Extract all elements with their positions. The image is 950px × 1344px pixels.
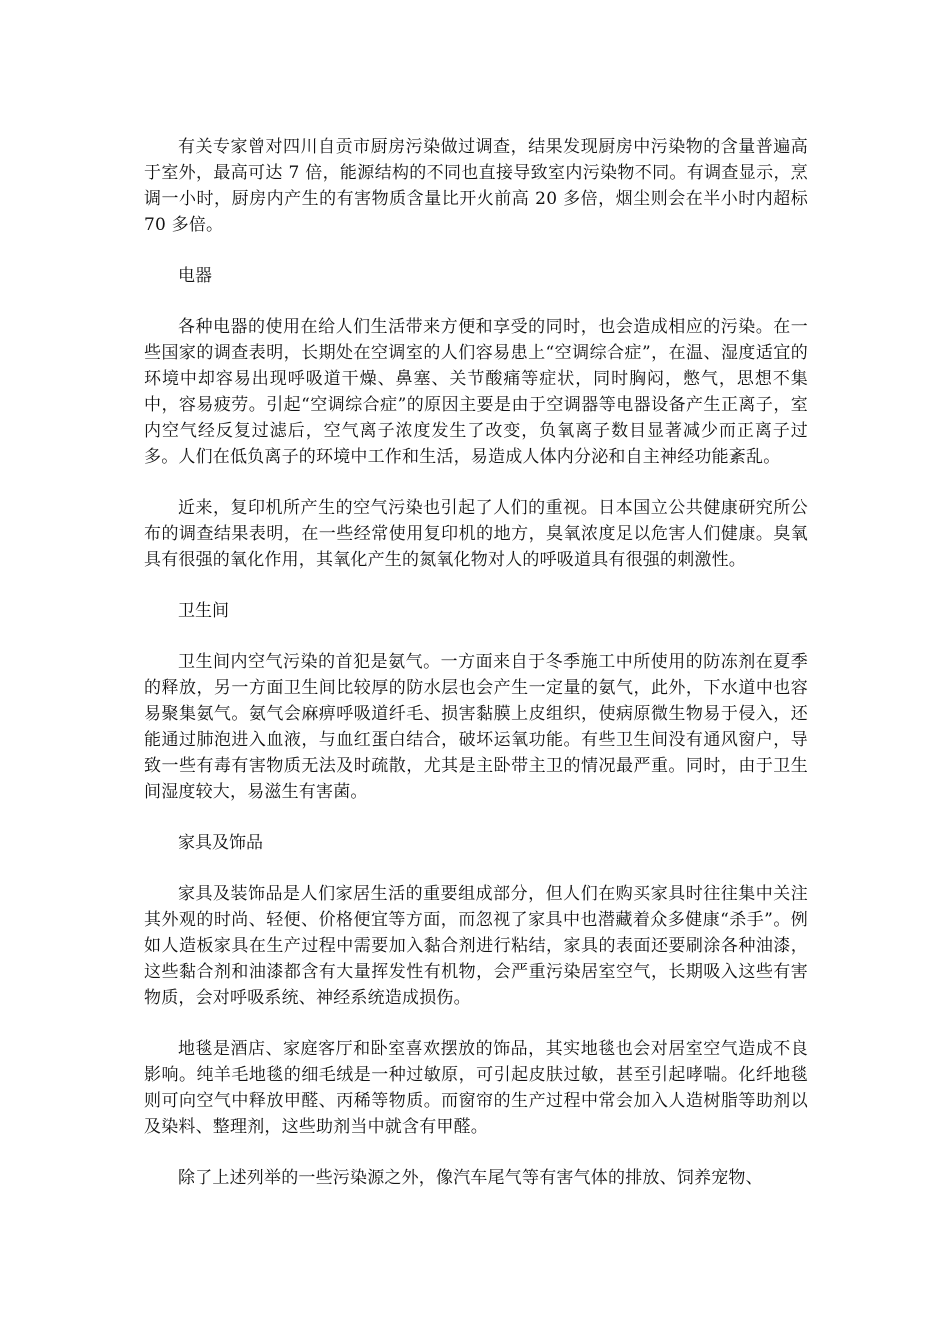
- section-heading-appliances: 电器: [178, 266, 212, 286]
- paragraph-furniture: 家具及装饰品是人们家居生活的重要组成部分，但人们在购买家具时往往集中关注其外观的时尚、轻便、价格便宜等方面，而忽视了家具中也潜藏着众多健康“杀手”。例如人造板家具在生产过程中需要加入黏合剂进行粘结，家具的表面还要刷涂各种油漆，这些黏合剂和油漆都含有大量挥发性有机物，会严重污染居室空气，长期吸入这些有害物质，会对呼吸系统、神经系统造成损伤。: [144, 884, 808, 1008]
- paragraph-bathroom: 卫生间内空气污染的首犯是氨气。一方面来自于冬季施工中所使用的防冻剂在夏季的释放，另一方面卫生间比较厚的防水层也会产生一定量的氨气，此外，下水道中也容易聚集氨气。氨气会麻痹呼吸道纤毛、损害黏膜上皮组织，使病原微生物易于侵入，还能通过肺泡进入血液，与血红蛋白结合，破坏运氧功能。有些卫生间没有通风窗户，导致一些有毒有害物质无法及时疏散，尤其是主卧带主卫的情况最严重。同时，由于卫生间湿度较大，易滋生有害菌。: [144, 652, 808, 802]
- section-heading-furniture: 家具及饰品: [178, 833, 263, 853]
- paragraph-carpet: 地毯是酒店、家庭客厅和卧室喜欢摆放的饰品，其实地毯也会对居室空气造成不良影响。纯羊毛地毯的细毛绒是一种过敏原，可引起皮肤过敏，甚至引起哮喘。化纤地毯则可向空气中释放甲醛、丙稀等物质。而窗帘的生产过程中常会加入人造树脂等助剂以及染料、整理剂，这些助剂当中就含有甲醛。: [144, 1039, 808, 1137]
- section-heading-bathroom: 卫生间: [178, 601, 229, 621]
- document-page: [144, 134, 808, 1191]
- paragraph-appliances: 各种电器的使用在给人们生活带来方便和享受的同时，也会造成相应的污染。在一些国家的调查表明，长期处在空调室的人们容易患上“空调综合症”，在温、湿度适宜的环境中却容易出现呼吸道干燥、鼻塞、关节酸痛等症状，同时胸闷，憋气，思想不集中，容易疲劳。引起“空调综合症”的原因主要是由于空调器等电器设备产生正离子，室内空气经反复过滤后，空气离子浓度发生了改变，负氧离子数目显著减少而正离子过多。人们在低负离子的环境中工作和生活，易造成人体内分泌和自主神经功能紊乱。: [144, 317, 808, 467]
- paragraph-kitchen-survey: 有关专家曾对四川自贡市厨房污染做过调查，结果发现厨房中污染物的含量普遍高于室外，最高可达 7 倍，能源结构的不同也直接导致室内污染物不同。有调查显示，烹调一小时，厨房内产生的有害物质含量比开火前高 20 多倍，烟尘则会在半小时内超标 70 多倍。: [144, 137, 808, 235]
- paragraph-copier: 近来，复印机所产生的空气污染也引起了人们的重视。日本国立公共健康研究所公布的调查结果表明，在一些经常使用复印机的地方，臭氧浓度足以危害人们健康。臭氧具有很强的氧化作用，其氧化产生的氮氧化物对人的呼吸道具有很强的刺激性。: [144, 498, 808, 570]
- paragraph-other-sources: 除了上述列举的一些污染源之外，像汽车尾气等有害气体的排放、饲养宠物、: [178, 1168, 763, 1188]
